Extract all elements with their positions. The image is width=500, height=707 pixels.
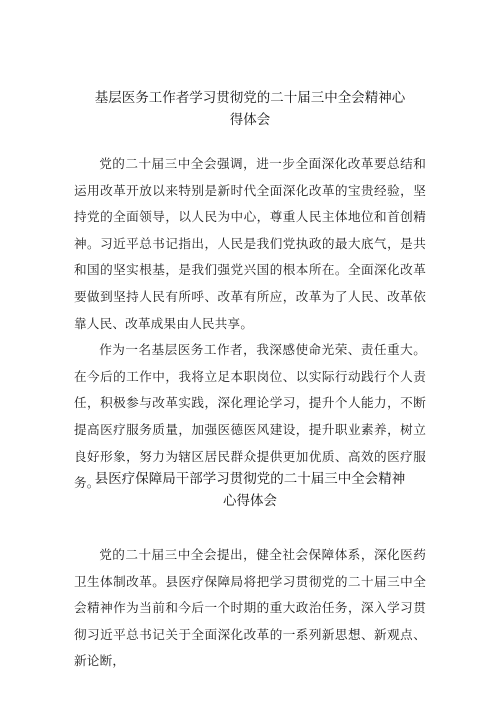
section-1-paragraph-2: 作为一名基层医务工作者，我深感使命光荣、责任重大。在今后的工作中，我将立足本职岗位、以实际行动践行个人责任，积极参与改革实践，深化理论学习，提升个人能力，不断提高医疗服务质量，加强医德医风建设，提升职业素养，树立良好形象，努力为辖区居民群众提供更加优质、高效的医疗服务。 [74, 342, 426, 491]
section-1-paragraph-1: 党的二十届三中全会强调，进一步全面深化改革要总结和运用改革开放以来特别是新时代全面深化改革的宝贵经验，坚持党的全面领导，以人民为中心，尊重人民主体地位和首创精神。习近平总书记指出，人民是我们党执政的最大底气，是共和国的坚实根基，是我们强党兴国的根本所在。全面深化改革要做到坚持人民有所呼、改革有所应，改革为了人民、改革依靠人民、改革成果由人民共享。 [74, 156, 426, 331]
section-2-title-line-2: 心得体会 [223, 493, 277, 509]
section-1-body [74, 151, 426, 497]
section-1-title-line-2: 得体会 [229, 112, 271, 128]
section-2-title [74, 468, 426, 512]
section-1-title [74, 87, 426, 131]
section-2-paragraph-1: 党的二十届三中全会提出，健全社会保障体系，深化医药卫生体制改革。县医疗保障局将把学习贯彻党的二十届三中全会精神作为当前和今后一个时期的重大政治任务，深入学习贯彻习近平总书记关于全面深化改革的一系列新思想、新观点、新论断， [74, 547, 426, 669]
section-2-title-line-1: 县医疗保障局干部学习贯彻党的二十届三中全会精神 [94, 471, 406, 487]
section-2-body [74, 542, 426, 675]
section-1-title-line-1: 基层医务工作者学习贯彻党的二十届三中全会精神心 [94, 90, 406, 106]
